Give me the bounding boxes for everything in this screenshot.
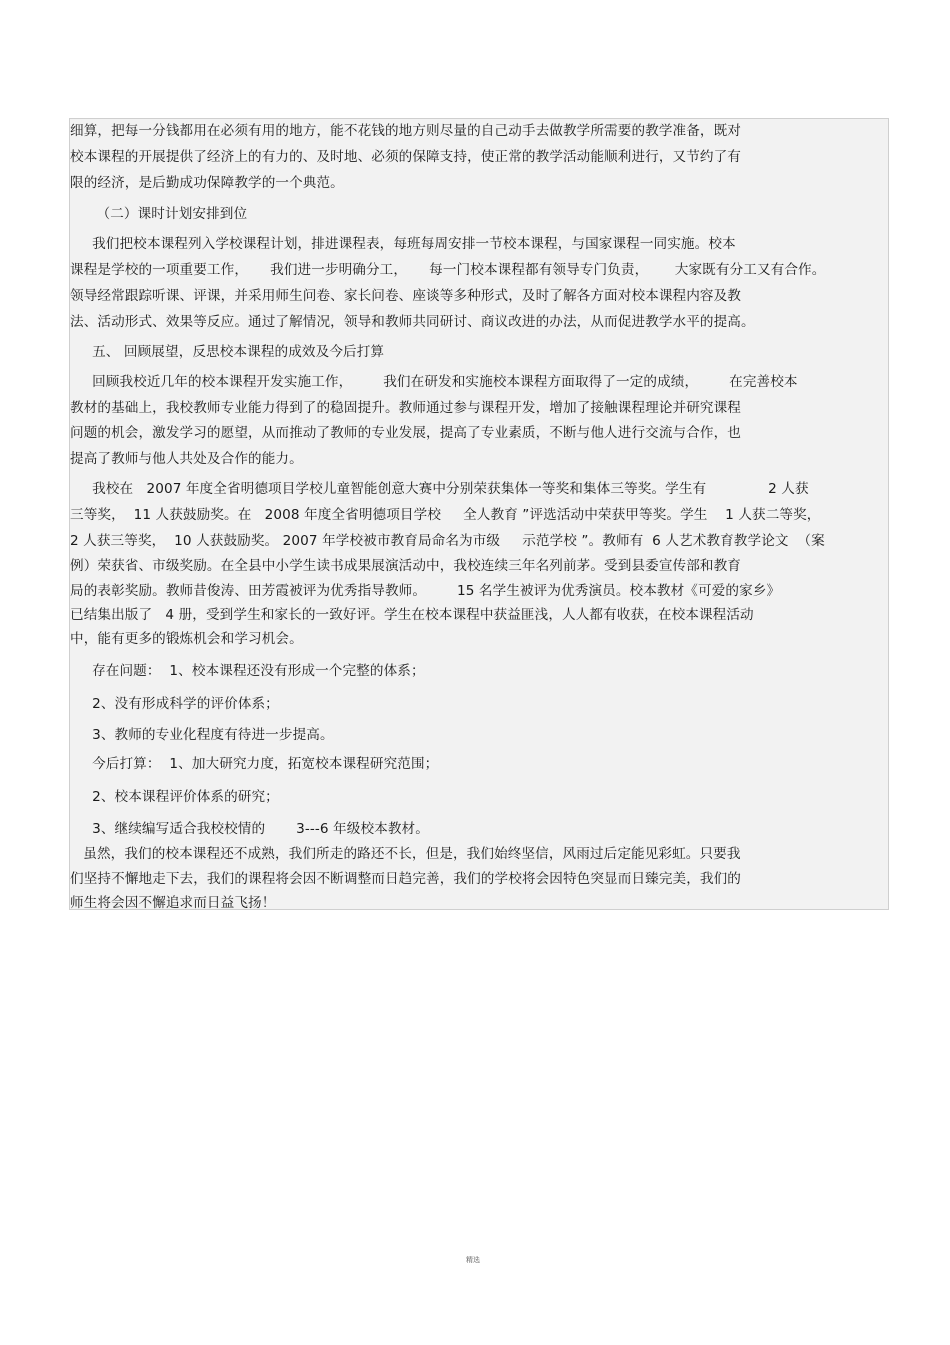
text-line: 领导经常跟踪听课、评课，并采用师生问卷、家长问卷、座谈等多种形式，及时了解各方面对校本课程内容及教 <box>70 288 741 304</box>
section-heading: （二）课时计划安排到位 <box>70 206 248 222</box>
text-line: 例）荣获省、市级奖励。在全县中小学生读书成果展演活动中，我校连续三年名列前茅。受到县委宣传部和教育 <box>70 558 741 574</box>
text-line: 我校在 2007 年度全省明德项目学校儿童智能创意大赛中分别荣获集体一等奖和集体三等奖。学生有 2 人获 <box>70 481 809 497</box>
text-line: 回顾我校近几年的校本课程开发实施工作， 我们在研发和实施校本课程方面取得了一定的成绩， 在完善校本 <box>70 374 798 390</box>
list-item: 2、没有形成科学的评价体系； <box>70 696 279 712</box>
text-line: 局的表彰奖励。教师昔俊涛、田芳霞被评为优秀指导教师。 15 名学生被评为优秀演员。校本教材《可爱的家乡》 <box>70 583 781 599</box>
text-line: 2 人获三等奖， 10 人获鼓励奖。 2007 年学校被市教育局命名为市级 示范学校 ”。教师有 6 人艺术教育教学论文 （案 <box>70 533 825 549</box>
text-line: 师生将会因不懈追求而日益飞扬！ <box>70 895 276 911</box>
text-line: 细算，把每一分钱都用在必须有用的地方，能不花钱的地方则尽量的自己动手去做教学所需要的教学准备，既对 <box>70 123 741 139</box>
text-line: 三等奖， 11 人获鼓励奖。在 2008 年度全省明德项目学校 全人教育 ”评选活动中荣获甲等奖。学生 1 人获二等奖， <box>70 507 821 523</box>
document-text-block <box>69 118 889 910</box>
text-line: 课程是学校的一项重要工作， 我们进一步明确分工， 每一门校本课程都有领导专门负责， 大家既有分工又有合作。 <box>70 262 826 278</box>
text-line: 校本课程的开展提供了经济上的有力的、及时地、必须的保障支持，使正常的教学活动能顺利进行，又节约了有 <box>70 149 741 165</box>
text-line: 提高了教师与他人共处及合作的能力。 <box>70 451 303 467</box>
list-item: 2、校本课程评价体系的研究； <box>70 789 279 805</box>
text-line: 限的经济，是后勤成功保障教学的一个典范。 <box>70 175 344 191</box>
list-item: 今后打算： 1、加大研究力度，拓宽校本课程研究范围； <box>70 756 439 772</box>
list-item: 存在问题： 1、校本课程还没有形成一个完整的体系； <box>70 663 425 679</box>
text-line: 我们把校本课程列入学校课程计划，排进课程表，每班每周安排一节校本课程，与国家课程一同实施。校本 <box>70 236 736 252</box>
text-line: 问题的机会，激发学习的愿望，从而推动了教师的专业发展，提高了专业素质，不断与他人进行交流与合作，也 <box>70 425 741 441</box>
text-line: 虽然，我们的校本课程还不成熟，我们所走的路还不长，但是，我们始终坚信，风雨过后定能见彩虹。只要我 <box>70 846 741 862</box>
text-line: 教材的基础上，我校教师专业能力得到了的稳固提升。教师通过参与课程开发，增加了接触课程理论并研究课程 <box>70 400 741 416</box>
list-item: 3、继续编写适合我校校情的 3---6 年级校本教材。 <box>70 821 429 837</box>
text-line: 已结集出版了 4 册，受到学生和家长的一致好评。学生在校本课程中获益匪浅，人人都有收获，在校本课程活动 <box>70 607 754 623</box>
list-item: 3、教师的专业化程度有待进一步提高。 <box>70 727 334 743</box>
text-line: 们坚持不懈地走下去，我们的课程将会因不断调整而日趋完善，我们的学校将会因特色突显而日臻完美，我们的 <box>70 871 741 887</box>
text-line: 中，能有更多的锻炼机会和学习机会。 <box>70 631 303 647</box>
text-line: 法、活动形式、效果等反应。通过了解情况，领导和教师共同研讨、商议改进的办法，从而促进教学水平的提高。 <box>70 314 755 330</box>
section-heading: 五、 回顾展望，反思校本课程的成效及今后打算 <box>70 344 385 360</box>
footer-watermark: 精选 <box>466 1256 480 1264</box>
